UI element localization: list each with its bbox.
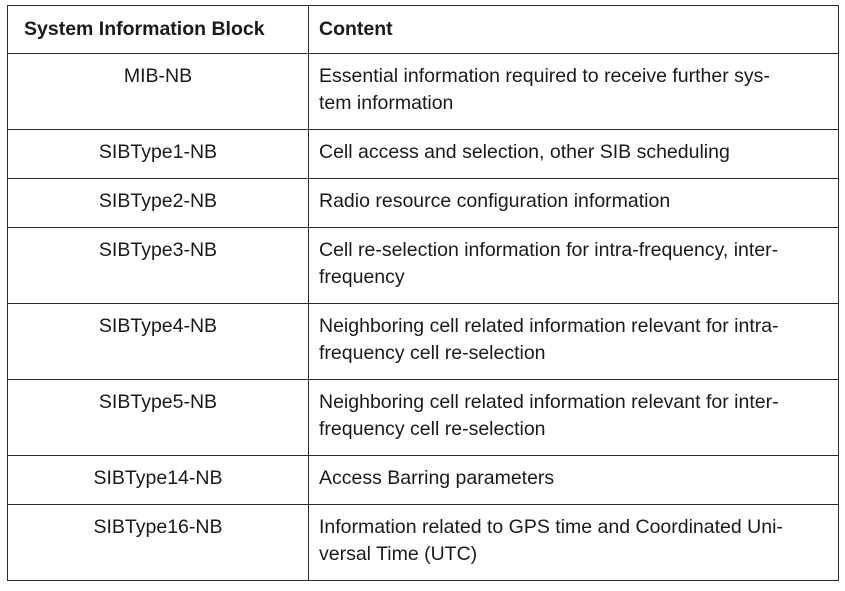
content-cell — [309, 304, 839, 380]
content-cell — [309, 179, 839, 228]
block-cell: SIBType3-NB — [8, 228, 309, 304]
content-cell — [309, 130, 839, 179]
content-cell — [309, 456, 839, 505]
content-cell — [309, 380, 839, 456]
table-row — [8, 130, 839, 179]
block-cell: SIBType4-NB — [8, 304, 309, 380]
content-cell — [309, 54, 839, 130]
block-cell: SIBType16-NB — [8, 505, 309, 581]
table-row — [8, 456, 839, 505]
table-row — [8, 228, 839, 304]
content-line: frequency cell re-selection — [319, 342, 546, 364]
content-line: frequency — [319, 266, 405, 288]
content-line: Cell access and selection, other SIB scheduling — [319, 141, 730, 163]
table-row — [8, 54, 839, 130]
table-row — [8, 380, 839, 456]
table-row — [8, 304, 839, 380]
content-line: frequency cell re-selection — [319, 418, 546, 440]
content-line: Neighboring cell related information relevant for intra- — [319, 315, 779, 337]
block-cell: MIB-NB — [8, 54, 309, 130]
content-line: Access Barring parameters — [319, 467, 555, 489]
block-cell: SIBType1-NB — [8, 130, 309, 179]
block-cell: SIBType14-NB — [8, 456, 309, 505]
table-row — [8, 505, 839, 581]
table-header-row — [8, 6, 839, 54]
content-line: Neighboring cell related information relevant for inter- — [319, 391, 779, 413]
header-content: Content — [309, 6, 839, 54]
content-line: tem information — [319, 92, 454, 114]
content-cell — [309, 505, 839, 581]
sib-table — [7, 5, 839, 581]
block-cell: SIBType2-NB — [8, 179, 309, 228]
header-system-information-block: System Information Block — [8, 6, 309, 54]
block-cell: SIBType5-NB — [8, 380, 309, 456]
content-line: Essential information required to receive further sys- — [319, 65, 770, 87]
content-line: Cell re-selection information for intra-frequency, inter- — [319, 239, 779, 261]
table-row — [8, 179, 839, 228]
content-line: versal Time (UTC) — [319, 543, 478, 565]
content-cell — [309, 228, 839, 304]
content-line: Information related to GPS time and Coordinated Uni- — [319, 516, 783, 538]
content-line: Radio resource configuration information — [319, 190, 671, 212]
